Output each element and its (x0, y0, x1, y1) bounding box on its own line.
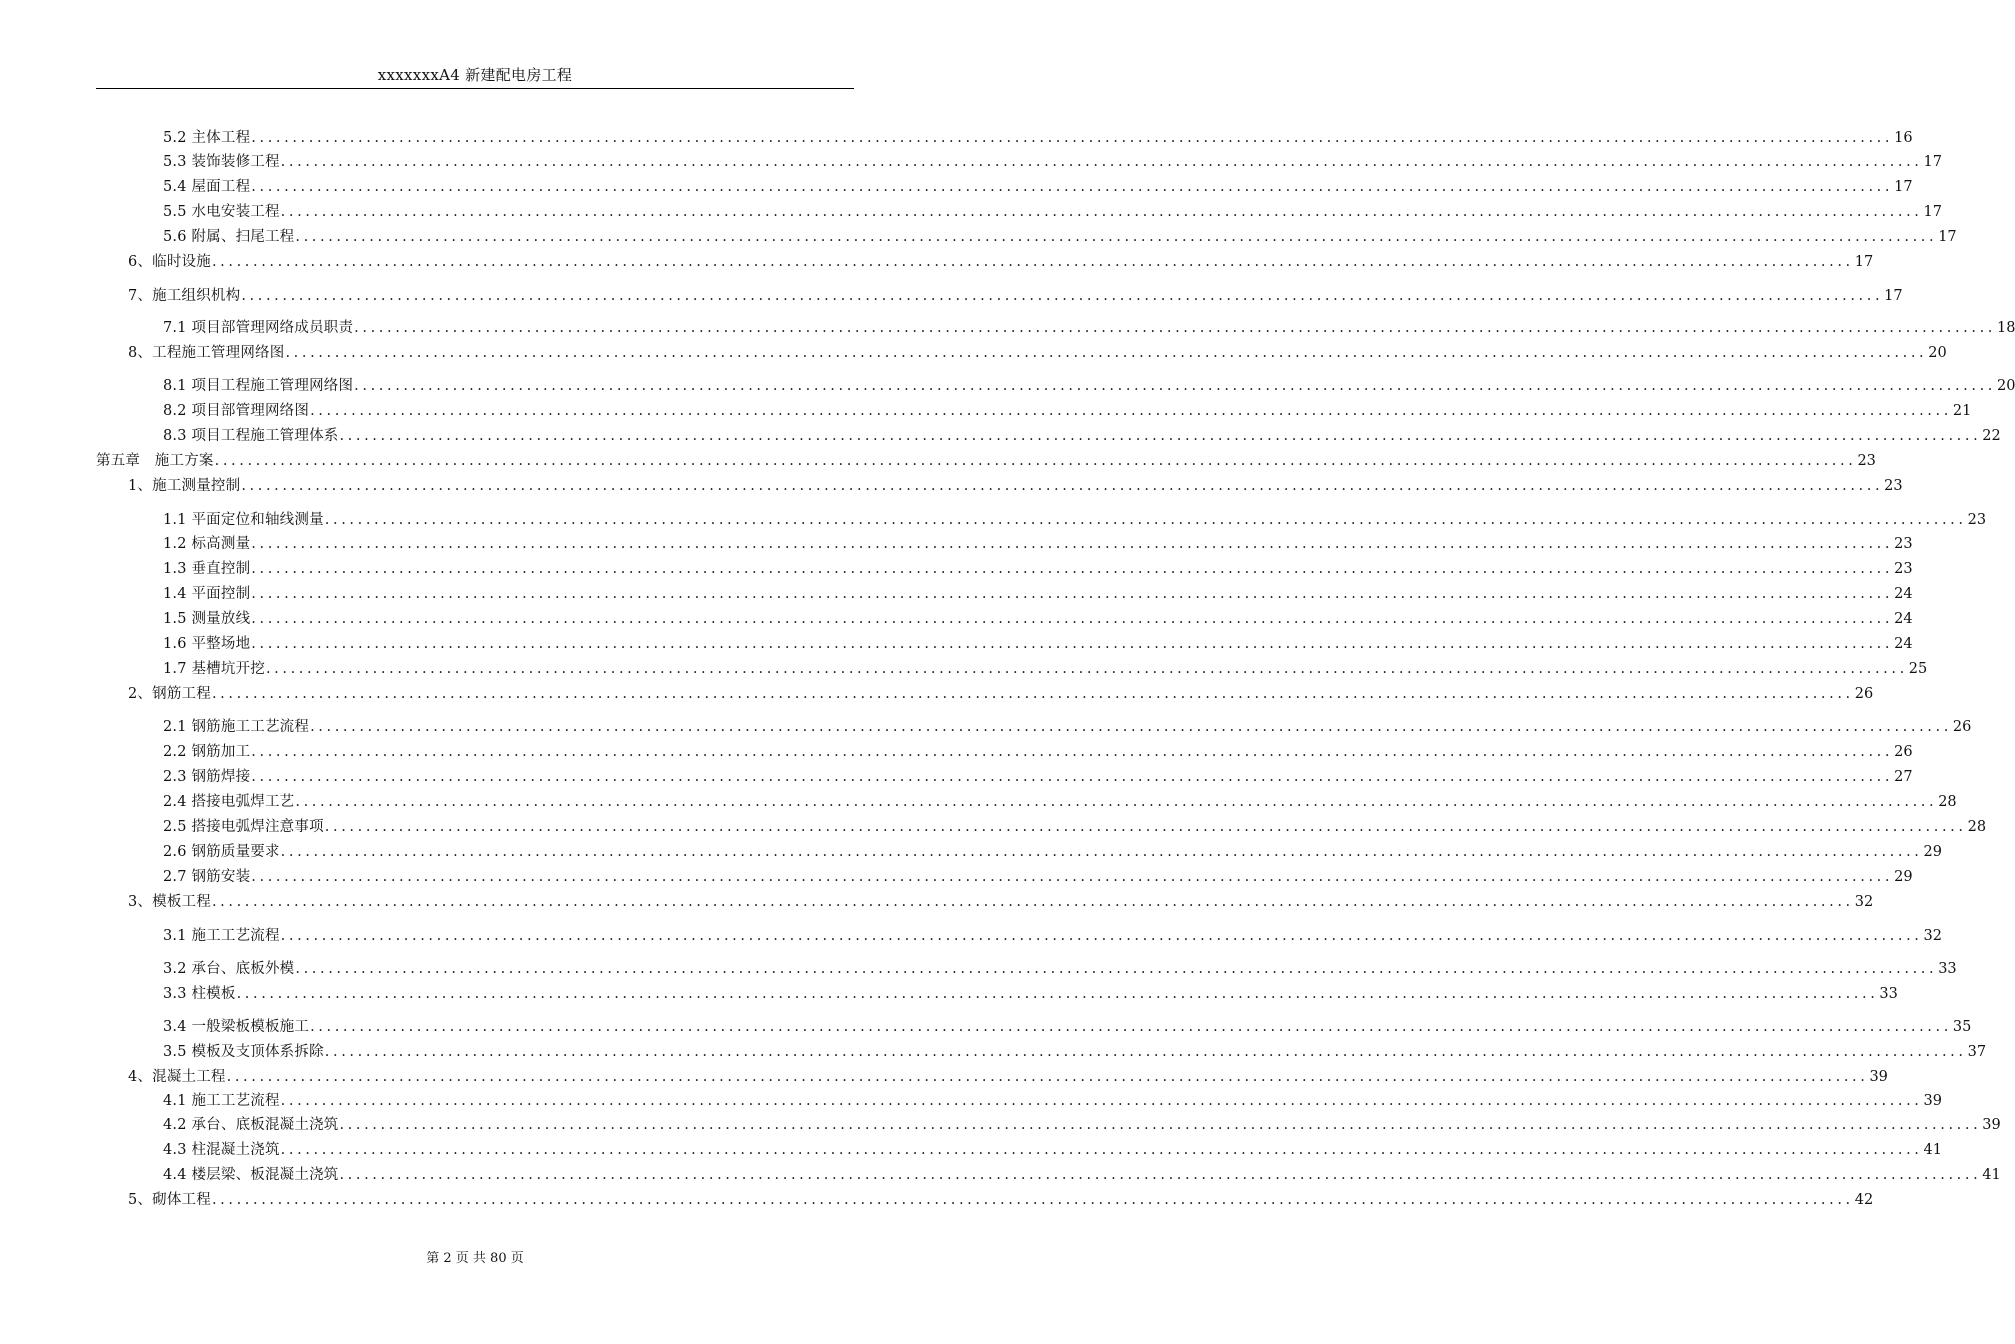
toc-entry-page: 24 (1894, 636, 1913, 652)
toc-entry[interactable] (128, 892, 1874, 912)
toc-dot-leader: ........................................................................................................................................................................................................ (354, 320, 1996, 336)
toc-entry-title: 2.7 钢筋安装 (163, 869, 251, 885)
toc-entry[interactable] (163, 742, 1913, 762)
toc-entry[interactable] (163, 426, 2001, 446)
toc-entry[interactable] (163, 634, 1913, 654)
toc-entry-title: 5、砌体工程 (128, 1192, 211, 1208)
toc-entry-page: 16 (1894, 130, 1913, 146)
toc-entry[interactable] (128, 1067, 1888, 1087)
toc-entry[interactable] (163, 318, 2015, 338)
toc-entry-page: 17 (1854, 254, 1874, 270)
toc-entry[interactable] (128, 343, 1947, 363)
toc-dot-leader: ........................................................................................................................................................................................................ (251, 130, 1894, 146)
toc-entry-title: 第五章 施工方案 (96, 453, 214, 469)
toc-dot-leader: ........................................................................................................................................................................................................ (310, 403, 1952, 419)
toc-dot-leader: ........................................................................................................................................................................................................ (265, 661, 1908, 677)
toc-dot-leader: ........................................................................................................................................................................................................ (226, 1069, 1869, 1085)
toc-entry[interactable] (163, 659, 1928, 679)
toc-dot-leader: ........................................................................................................................................................................................................ (211, 1192, 1854, 1208)
toc-entry-page: 22 (1982, 428, 2001, 444)
toc-entry-page: 33 (1879, 986, 1898, 1002)
toc-entry[interactable] (96, 451, 1876, 471)
toc-entry-page: 32 (1854, 894, 1874, 910)
toc-entry[interactable] (163, 1165, 2001, 1185)
toc-entry[interactable] (163, 584, 1913, 604)
toc-entry-title: 1、施工测量控制 (128, 478, 241, 494)
toc-dot-leader: ........................................................................................................................................................................................................ (251, 611, 1894, 627)
toc-entry-page: 39 (1982, 1117, 2001, 1133)
toc-entry-title: 3.1 施工工艺流程 (163, 928, 280, 944)
toc-dot-leader: ........................................................................................................................................................................................................ (241, 478, 1884, 494)
toc-entry[interactable] (163, 609, 1913, 629)
toc-dot-leader: ........................................................................................................................................................................................................ (280, 204, 1923, 220)
toc-entry-title: 5.4 屋面工程 (163, 179, 251, 195)
toc-dot-leader: ........................................................................................................................................................................................................ (241, 288, 1884, 304)
toc-entry-title: 1.4 平面控制 (163, 586, 251, 602)
toc-entry-page: 24 (1894, 611, 1913, 627)
toc-entry-title: 1.2 标高测量 (163, 536, 251, 552)
toc-dot-leader: ........................................................................................................................................................................................................ (251, 769, 1894, 785)
toc-entry-title: 2.5 搭接电弧焊注意事项 (163, 819, 324, 835)
toc-entry[interactable] (163, 984, 1898, 1004)
toc-entry[interactable] (163, 376, 2015, 396)
toc-entry-page: 17 (1938, 229, 1957, 245)
toc-entry[interactable] (163, 867, 1913, 887)
toc-dot-leader: ........................................................................................................................................................................................................ (310, 719, 1952, 735)
toc-entry[interactable] (128, 1190, 1874, 1210)
toc-dot-leader: ........................................................................................................................................................................................................ (280, 154, 1923, 170)
toc-entry-page: 23 (1857, 453, 1876, 469)
toc-entry[interactable] (163, 717, 1972, 737)
page-header: xxxxxxxA4 新建配电房工程 (377, 66, 573, 84)
toc-dot-leader: ........................................................................................................................................................................................................ (251, 179, 1894, 195)
toc-entry-page: 23 (1894, 561, 1913, 577)
toc-entry[interactable] (163, 792, 1957, 812)
toc-entry-title: 3.2 承台、底板外模 (163, 961, 295, 977)
toc-dot-leader: ........................................................................................................................................................................................................ (280, 844, 1923, 860)
toc-entry-page: 21 (1952, 403, 1972, 419)
toc-entry-page: 17 (1923, 154, 1942, 170)
toc-entry-title: 1.7 基槽坑开挖 (163, 661, 265, 677)
toc-entry-title: 6、临时设施 (128, 254, 211, 270)
toc-entry-page: 37 (1967, 1044, 1987, 1060)
toc-dot-leader: ........................................................................................................................................................................................................ (280, 928, 1923, 944)
toc-entry-title: 1.5 测量放线 (163, 611, 251, 627)
toc-entry-title: 8.3 项目工程施工管理体系 (163, 428, 339, 444)
toc-entry[interactable] (163, 1091, 1942, 1111)
toc-entry-page: 20 (1928, 345, 1947, 361)
toc-entry-page: 41 (1923, 1142, 1942, 1158)
toc-entry-title: 4.4 楼层梁、板混凝土浇筑 (163, 1167, 339, 1183)
toc-entry[interactable] (163, 559, 1913, 579)
toc-entry-page: 25 (1908, 661, 1928, 677)
toc-entry-title: 1.6 平整场地 (163, 636, 251, 652)
toc-entry-title: 4.1 施工工艺流程 (163, 1093, 280, 1109)
toc-entry[interactable] (163, 1042, 1987, 1062)
toc-dot-leader: ........................................................................................................................................................................................................ (324, 512, 1967, 528)
toc-entry-title: 2.3 钢筋焊接 (163, 769, 251, 785)
toc-entry-page: 26 (1952, 719, 1972, 735)
toc-dot-leader: ........................................................................................................................................................................................................ (251, 586, 1894, 602)
toc-dot-leader: ........................................................................................................................................................................................................ (236, 986, 1879, 1002)
toc-entry-title: 2.2 钢筋加工 (163, 744, 251, 760)
toc-entry-title: 4、混凝土工程 (128, 1069, 226, 1085)
toc-entry-title: 4.2 承台、底板混凝土浇筑 (163, 1117, 339, 1133)
toc-entry-title: 2、钢筋工程 (128, 686, 211, 702)
toc-entry[interactable] (163, 534, 1913, 554)
toc-entry-title: 2.6 钢筋质量要求 (163, 844, 280, 860)
toc-entry[interactable] (163, 1115, 2001, 1135)
toc-entry-title: 5.3 装饰装修工程 (163, 154, 280, 170)
toc-dot-leader: ........................................................................................................................................................................................................ (295, 229, 1938, 245)
toc-dot-leader: ........................................................................................................................................................................................................ (295, 961, 1938, 977)
toc-dot-leader: ........................................................................................................................................................................................................ (295, 794, 1938, 810)
toc-entry-title: 1.1 平面定位和轴线测量 (163, 512, 324, 528)
toc-entry[interactable] (163, 926, 1942, 946)
toc-entry[interactable] (163, 227, 1957, 247)
toc-dot-leader: ........................................................................................................................................................................................................ (280, 1093, 1923, 1109)
toc-entry-page: 35 (1952, 1019, 1972, 1035)
toc-entry[interactable] (163, 128, 1913, 148)
toc-entry[interactable] (163, 817, 1987, 837)
toc-dot-leader: ........................................................................................................................................................................................................ (211, 686, 1854, 702)
toc-entry-page: 17 (1894, 179, 1913, 195)
toc-entry-title: 3.4 一般梁板模板施工 (163, 1019, 310, 1035)
toc-dot-leader: ........................................................................................................................................................................................................ (251, 636, 1894, 652)
toc-entry-page: 28 (1967, 819, 1987, 835)
toc-dot-leader: ........................................................................................................................................................................................................ (211, 894, 1854, 910)
toc-dot-leader: ........................................................................................................................................................................................................ (324, 1044, 1967, 1060)
toc-entry[interactable] (163, 177, 1913, 197)
toc-entry-title: 8、工程施工管理网络图 (128, 345, 285, 361)
toc-entry-page: 32 (1923, 928, 1942, 944)
toc-dot-leader: ........................................................................................................................................................................................................ (285, 345, 1928, 361)
toc-entry[interactable] (128, 286, 1903, 306)
toc-entry-page: 20 (1997, 378, 2015, 394)
toc-entry-page: 27 (1894, 769, 1913, 785)
toc-entry-title: 8.1 项目工程施工管理网络图 (163, 378, 354, 394)
toc-dot-leader: ........................................................................................................................................................................................................ (339, 428, 1982, 444)
toc-entry-title: 3.3 柱模板 (163, 986, 236, 1002)
toc-entry-title: 8.2 项目部管理网络图 (163, 403, 310, 419)
toc-dot-leader: ........................................................................................................................................................................................................ (211, 254, 1854, 270)
toc-entry-title: 5.5 水电安装工程 (163, 204, 280, 220)
toc-dot-leader: ........................................................................................................................................................................................................ (214, 453, 1857, 469)
toc-dot-leader: ........................................................................................................................................................................................................ (251, 561, 1894, 577)
toc-entry-title: 2.1 钢筋施工工艺流程 (163, 719, 310, 735)
toc-entry[interactable] (163, 1017, 1972, 1037)
toc-entry[interactable] (163, 152, 1942, 172)
toc-entry[interactable] (163, 202, 1942, 222)
toc-dot-leader: ........................................................................................................................................................................................................ (324, 819, 1967, 835)
toc-entry-title: 1.3 垂直控制 (163, 561, 251, 577)
toc-entry-page: 28 (1938, 794, 1957, 810)
page-footer: 第 2 页 共 80 页 (426, 1251, 524, 1266)
toc-entry[interactable] (163, 401, 1972, 421)
toc-dot-leader: ........................................................................................................................................................................................................ (251, 869, 1894, 885)
toc-entry[interactable] (128, 476, 1903, 496)
toc-entry[interactable] (163, 510, 1987, 530)
toc-entry[interactable] (163, 842, 1942, 862)
toc-dot-leader: ........................................................................................................................................................................................................ (339, 1117, 1982, 1133)
toc-dot-leader: ........................................................................................................................................................................................................ (354, 378, 1996, 394)
toc-entry-title: 2.4 搭接电弧焊工艺 (163, 794, 295, 810)
toc-entry-title: 7.1 项目部管理网络成员职责 (163, 320, 354, 336)
toc-entry-page: 24 (1894, 586, 1913, 602)
toc-entry-title: 5.6 附属、扫尾工程 (163, 229, 295, 245)
toc-entry-title: 5.2 主体工程 (163, 130, 251, 146)
toc-entry-page: 42 (1854, 1192, 1874, 1208)
toc-entry[interactable] (128, 684, 1874, 704)
toc-entry-page: 29 (1923, 844, 1942, 860)
toc-entry-page: 23 (1967, 512, 1987, 528)
toc-entry[interactable] (163, 767, 1913, 787)
toc-entry-page: 26 (1894, 744, 1913, 760)
toc-entry-page: 17 (1923, 204, 1942, 220)
toc-dot-leader: ........................................................................................................................................................................................................ (280, 1142, 1923, 1158)
toc-entry[interactable] (163, 1140, 1942, 1160)
toc-entry-page: 23 (1894, 536, 1913, 552)
toc-entry-page: 39 (1923, 1093, 1942, 1109)
toc-entry-page: 39 (1869, 1069, 1888, 1085)
toc-entry-page: 23 (1884, 478, 1903, 494)
toc-entry-title: 3.5 模板及支顶体系拆除 (163, 1044, 324, 1060)
toc-entry-title: 3、模板工程 (128, 894, 211, 910)
toc-entry-page: 26 (1854, 686, 1874, 702)
toc-entry-page: 18 (1997, 320, 2015, 336)
toc-entry-page: 41 (1982, 1167, 2001, 1183)
toc-dot-leader: ........................................................................................................................................................................................................ (310, 1019, 1952, 1035)
toc-entry-page: 33 (1938, 961, 1957, 977)
toc-entry[interactable] (163, 959, 1957, 979)
toc-entry-page: 29 (1894, 869, 1913, 885)
toc-entry[interactable] (128, 252, 1874, 272)
toc-dot-leader: ........................................................................................................................................................................................................ (251, 744, 1894, 760)
toc-dot-leader: ........................................................................................................................................................................................................ (339, 1167, 1982, 1183)
toc-entry-title: 4.3 柱混凝土浇筑 (163, 1142, 280, 1158)
toc-entry-page: 17 (1884, 288, 1903, 304)
toc-entry-title: 7、施工组织机构 (128, 288, 241, 304)
toc-dot-leader: ........................................................................................................................................................................................................ (251, 536, 1894, 552)
